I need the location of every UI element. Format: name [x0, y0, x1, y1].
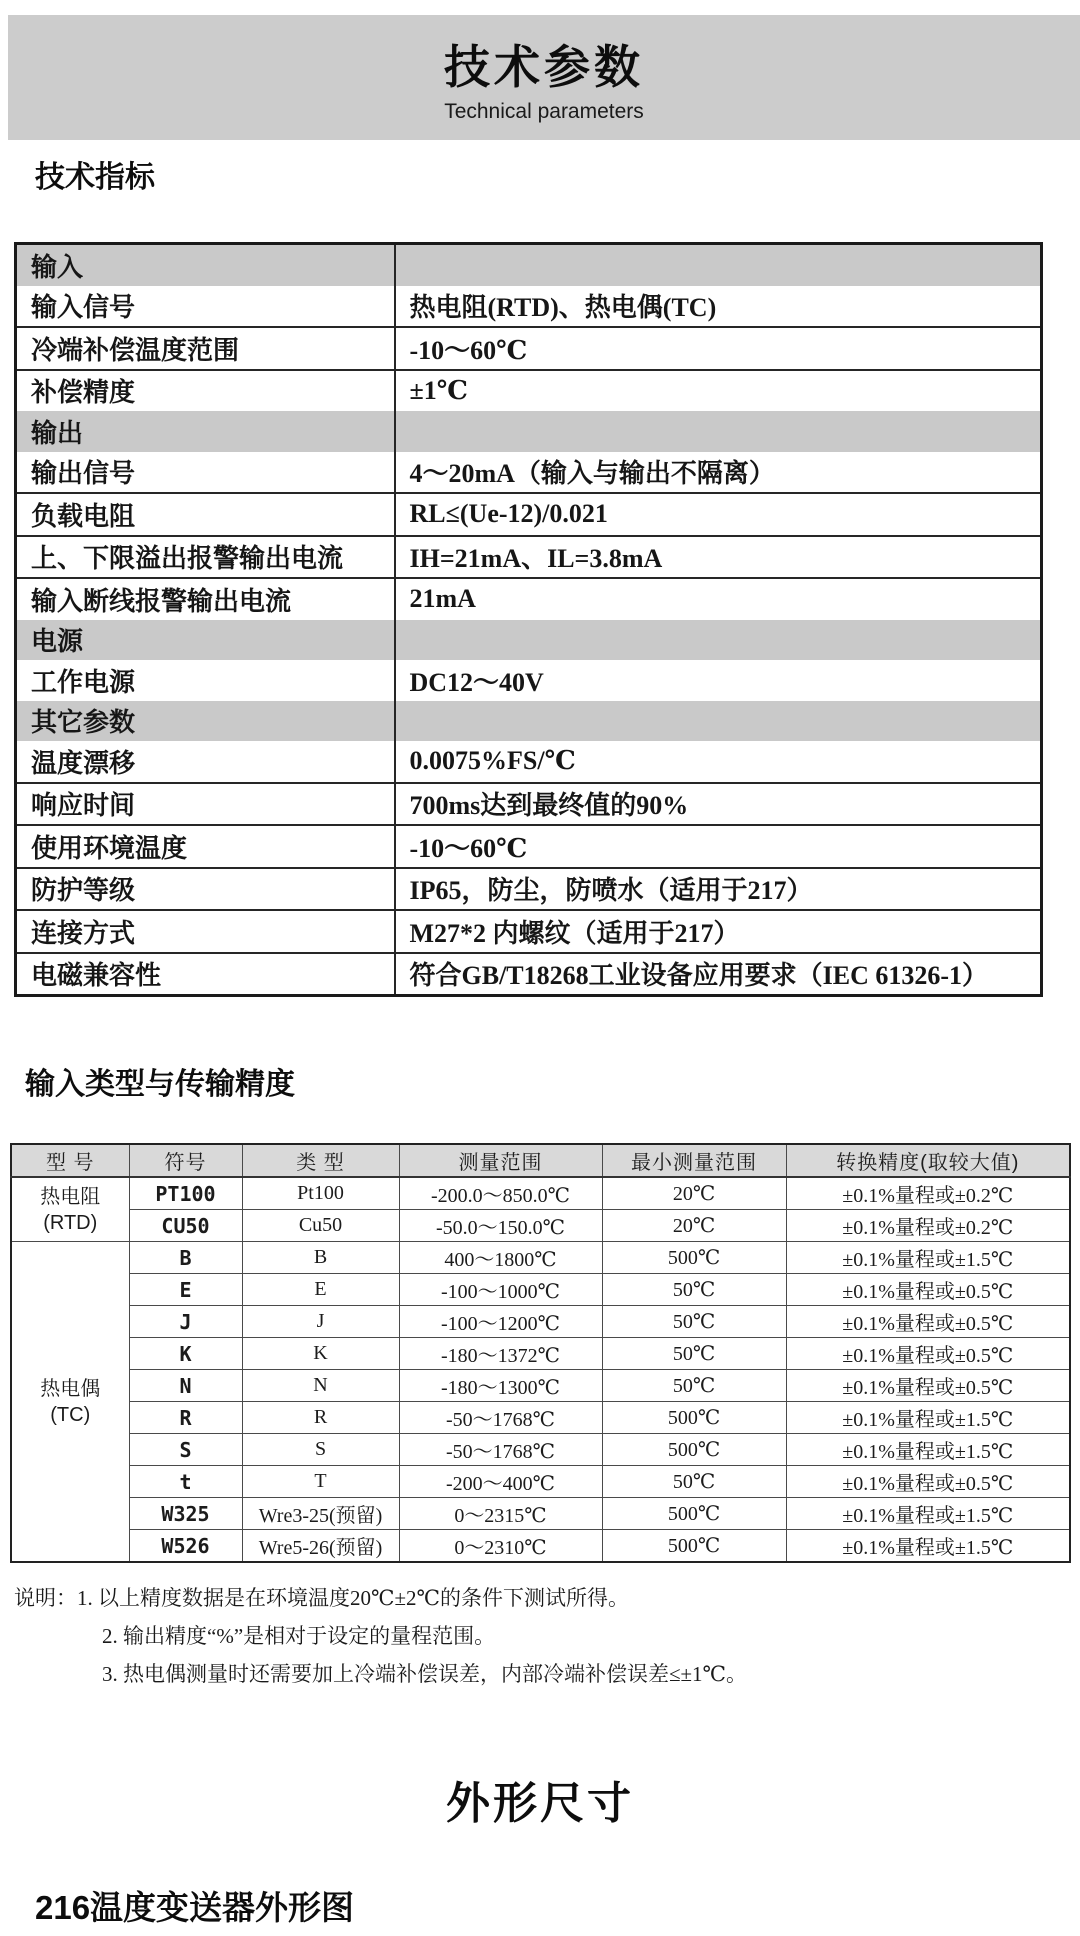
type-table-row	[11, 1530, 1070, 1563]
type-cell-typ: B	[242, 1242, 399, 1274]
type-cell-acc: ±0.1%量程或±0.5℃	[786, 1370, 1070, 1402]
type-table-header-cell: 转换精度(取较大值)	[786, 1144, 1070, 1177]
spec-data-row	[16, 452, 1042, 494]
type-cell-sym: CU50	[129, 1210, 242, 1242]
spec-value: -10～60℃	[395, 327, 1042, 370]
spec-label: 连接方式	[16, 910, 395, 953]
input-type-table	[10, 1143, 1071, 1563]
spec-value: 符合GB/T18268工业设备应用要求（IEC 61326-1）	[395, 953, 1042, 996]
type-cell-min: 500℃	[602, 1530, 786, 1563]
spec-data-row	[16, 741, 1042, 783]
type-cell-acc: ±0.1%量程或±0.5℃	[786, 1466, 1070, 1498]
spec-section-row	[16, 411, 1042, 452]
type-cell-sym: N	[129, 1370, 242, 1402]
spec-value	[395, 244, 1042, 286]
note-line: 说明：1. 以上精度数据是在环境温度20℃±2℃的条件下测试所得。	[14, 1586, 630, 1610]
type-cell-typ: Wre5-26(预留)	[242, 1530, 399, 1563]
type-table-row	[11, 1498, 1070, 1530]
type-table-row	[11, 1434, 1070, 1466]
type-cell-typ: J	[242, 1306, 399, 1338]
type-cell-rng: -200.0～850.0℃	[399, 1177, 602, 1210]
page-subtitle: Technical parameters	[444, 100, 644, 123]
spec-label: 补偿精度	[16, 370, 395, 412]
type-table-row	[11, 1370, 1070, 1402]
type-cell-sym: t	[129, 1466, 242, 1498]
spec-value: 热电阻(RTD)、热电偶(TC)	[409, 293, 717, 323]
type-cell-acc: ±0.1%量程或±0.2℃	[786, 1177, 1070, 1210]
type-cell-min: 20℃	[602, 1210, 786, 1242]
type-cell-sym: B	[129, 1242, 242, 1274]
type-cell-sym: K	[129, 1338, 242, 1370]
spec-data-row	[16, 286, 1042, 328]
type-cell-acc: ±0.1%量程或±0.2℃	[786, 1210, 1070, 1242]
type-cell-typ: Wre3-25(预留)	[242, 1498, 399, 1530]
spec-data-row	[16, 910, 1042, 953]
type-cell-rng: -180～1300℃	[399, 1370, 602, 1402]
type-cell-sym: S	[129, 1434, 242, 1466]
spec-value: 0.0075%FS/℃	[409, 746, 576, 776]
spec-label: 输入断线报警输出电流	[16, 578, 395, 620]
type-cell-sym: E	[129, 1274, 242, 1306]
type-cell-acc: ±0.1%量程或±1.5℃	[786, 1402, 1070, 1434]
spec-data-row	[16, 493, 1042, 536]
type-cell-sym: W526	[129, 1530, 242, 1563]
spec-data-row	[16, 578, 1042, 620]
type-cell-sym: PT100	[129, 1177, 242, 1210]
type-table-header-row	[11, 1144, 1070, 1177]
spec-data-row	[16, 825, 1042, 868]
spec-data-row	[16, 536, 1042, 579]
type-table-header-cell: 类 型	[242, 1144, 399, 1177]
model-line: 热电阻	[40, 1185, 101, 1208]
spec-value: -10～60℃	[395, 825, 1042, 868]
model-group-cell	[11, 1177, 129, 1242]
type-cell-rng: -50.0～150.0℃	[399, 1210, 602, 1242]
type-cell-typ: E	[242, 1274, 399, 1306]
spec-label: 使用环境温度	[16, 825, 395, 868]
type-cell-rng: -100～1200℃	[399, 1306, 602, 1338]
note-line: 2. 输出精度“%”是相对于设定的量程范围。	[102, 1624, 496, 1648]
type-cell-rng: -180～1372℃	[399, 1338, 602, 1370]
spec-value: M27*2 内螺纹（适用于217）	[395, 910, 1042, 953]
spec-label: 防护等级	[16, 868, 395, 911]
type-cell-min: 50℃	[602, 1370, 786, 1402]
spec-value	[395, 701, 1042, 742]
model-line: (TC)	[50, 1403, 91, 1426]
page-title: 技术参数	[444, 41, 644, 93]
type-cell-acc: ±0.1%量程或±1.5℃	[786, 1242, 1070, 1274]
type-cell-typ: N	[242, 1370, 399, 1402]
type-cell-rng: -100～1000℃	[399, 1274, 602, 1306]
type-cell-min: 50℃	[602, 1338, 786, 1370]
notes-prefix: 说明：	[14, 1586, 77, 1610]
spec-data-row	[16, 660, 1042, 701]
type-cell-min: 50℃	[602, 1306, 786, 1338]
spec-label: 输入	[16, 244, 395, 286]
spec-value: ±1℃	[395, 370, 1042, 412]
spec-value: 4～20mA（输入与输出不隔离）	[409, 459, 775, 489]
type-table-row	[11, 1402, 1070, 1434]
type-cell-acc: ±0.1%量程或±0.5℃	[786, 1338, 1070, 1370]
type-cell-rng: -50～1768℃	[399, 1434, 602, 1466]
type-cell-min: 50℃	[602, 1274, 786, 1306]
header-banner	[8, 15, 1080, 140]
spec-label: 工作电源	[16, 660, 395, 701]
type-cell-acc: ±0.1%量程或±0.5℃	[786, 1306, 1070, 1338]
type-cell-min: 500℃	[602, 1434, 786, 1466]
type-cell-typ: R	[242, 1402, 399, 1434]
type-cell-min: 500℃	[602, 1402, 786, 1434]
type-cell-min: 500℃	[602, 1498, 786, 1530]
spec-data-row	[16, 953, 1042, 996]
type-table-row	[11, 1210, 1070, 1242]
spec-label: 上、下限溢出报警输出电流	[16, 536, 395, 579]
spec-label: 输出	[16, 411, 395, 452]
spec-label: 负载电阻	[16, 493, 395, 536]
type-table-row	[11, 1306, 1070, 1338]
type-table-header-cell: 符号	[129, 1144, 242, 1177]
spec-data-row	[16, 868, 1042, 911]
section-heading-216-outline: 216温度变送器外形图	[35, 1889, 355, 1926]
spec-value	[395, 620, 1042, 661]
type-cell-rng: 0～2315℃	[399, 1498, 602, 1530]
type-table-row	[11, 1177, 1070, 1210]
section-heading-input-types: 输入类型与传输精度	[25, 1068, 295, 1101]
spec-label: 电源	[16, 620, 395, 661]
type-table-header-cell: 最小测量范围	[602, 1144, 786, 1177]
type-table-header-cell: 型 号	[11, 1144, 129, 1177]
spec-value: IH=21mA、IL=3.8mA	[395, 536, 1042, 579]
section-heading-dimensions: 外形尺寸	[446, 1779, 634, 1828]
type-cell-typ: K	[242, 1338, 399, 1370]
type-cell-sym: R	[129, 1402, 242, 1434]
type-cell-min: 20℃	[602, 1177, 786, 1210]
spec-section-row	[16, 701, 1042, 742]
type-cell-sym: W325	[129, 1498, 242, 1530]
type-cell-min: 500℃	[602, 1242, 786, 1274]
spec-value	[395, 411, 1042, 452]
type-cell-acc: ±0.1%量程或±1.5℃	[786, 1434, 1070, 1466]
type-cell-min: 50℃	[602, 1466, 786, 1498]
spec-data-row	[16, 370, 1042, 412]
spec-label: 冷端补偿温度范围	[16, 327, 395, 370]
type-cell-typ: S	[242, 1434, 399, 1466]
type-table-row	[11, 1274, 1070, 1306]
spec-data-row	[16, 327, 1042, 370]
spec-value: 700ms达到最终值的90%	[395, 783, 1042, 826]
spec-section-row	[16, 620, 1042, 661]
type-cell-typ: Pt100	[242, 1177, 399, 1210]
model-group-cell	[11, 1242, 129, 1563]
type-cell-acc: ±0.1%量程或±0.5℃	[786, 1274, 1070, 1306]
spec-label: 响应时间	[16, 783, 395, 826]
type-table-row	[11, 1466, 1070, 1498]
spec-value: DC12～40V	[409, 667, 544, 697]
type-table-row	[11, 1338, 1070, 1370]
spec-label: 电磁兼容性	[16, 953, 395, 996]
spec-label: 输出信号	[16, 452, 395, 494]
type-table-row	[11, 1242, 1070, 1274]
type-cell-rng: -50～1768℃	[399, 1402, 602, 1434]
type-cell-typ: Cu50	[242, 1210, 399, 1242]
spec-value: 21mA	[395, 578, 1042, 620]
spec-label: 其它参数	[16, 701, 395, 742]
type-cell-rng: 400～1800℃	[399, 1242, 602, 1274]
spec-section-row	[16, 244, 1042, 286]
model-line: (RTD)	[43, 1211, 98, 1234]
notes	[14, 1579, 1080, 1693]
type-cell-acc: ±0.1%量程或±1.5℃	[786, 1498, 1070, 1530]
page	[0, 15, 1080, 1928]
spec-value: RL≤(Ue-12)/0.021	[395, 493, 1042, 536]
note-line: 3. 热电偶测量时还需要加上冷端补偿误差，内部冷端补偿误差≤±1℃。	[102, 1662, 748, 1686]
type-cell-rng: 0～2310℃	[399, 1530, 602, 1563]
section-heading-tech-specs: 技术指标	[35, 161, 155, 194]
type-cell-acc: ±0.1%量程或±1.5℃	[786, 1530, 1070, 1563]
type-cell-sym: J	[129, 1306, 242, 1338]
model-line: 热电偶	[40, 1377, 101, 1400]
spec-label: 温度漂移	[16, 741, 395, 783]
type-cell-typ: T	[242, 1466, 399, 1498]
type-table-header-cell: 测量范围	[399, 1144, 602, 1177]
spec-table	[14, 242, 1043, 997]
spec-label: 输入信号	[16, 286, 395, 328]
spec-value: IP65，防尘，防喷水（适用于217）	[395, 868, 1042, 911]
type-cell-rng: -200～400℃	[399, 1466, 602, 1498]
spec-data-row	[16, 783, 1042, 826]
